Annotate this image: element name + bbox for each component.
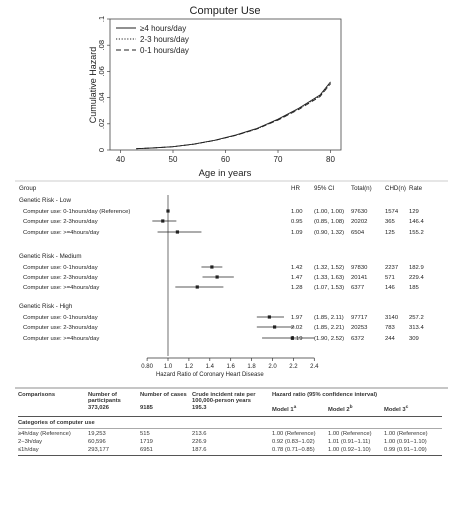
forest-x-tick-label: 0.80 <box>141 364 153 370</box>
table-cell-m2: 1.01 (0.91−1.11) <box>328 438 371 445</box>
forest-x-tick-label: 1.2 <box>184 364 194 370</box>
chd-value: 2237 <box>385 265 399 271</box>
table-row <box>18 439 442 445</box>
row-label: Computer use: 0-1hours/day (Reference) <box>23 209 131 215</box>
table-cell-label: 2−3h/day <box>18 438 43 445</box>
results-table <box>18 389 442 456</box>
forest-x-axis-label: Hazard Ratio of Coronary Heart Disease <box>155 372 264 378</box>
hr-point <box>268 315 271 318</box>
hr-point <box>161 219 164 222</box>
chd-value: 244 <box>385 336 395 342</box>
hr-value: 2.19 <box>291 336 303 342</box>
forest-x-tick-label: 2.4 <box>310 364 319 370</box>
table-cell-m2: 1.00 (0.92−1.10) <box>328 446 371 453</box>
group-label: Genetic Risk - High <box>19 303 73 310</box>
table-cell-rate: 213.6 <box>192 430 207 437</box>
col-participants: Number of participants <box>88 392 121 404</box>
hr-point <box>216 275 219 278</box>
hr-point <box>176 230 179 233</box>
forest-x-tick-label: 1.0 <box>163 364 173 370</box>
forest-x-tick-label: 1.8 <box>247 364 256 370</box>
total-value: 97717 <box>351 315 368 321</box>
row-label: Computer use: >=4hours/day <box>23 285 100 291</box>
total-participants: 373,026 <box>88 405 109 411</box>
series-line <box>136 83 330 149</box>
total-value: 97830 <box>351 265 368 271</box>
forest-column-header: CHD(n) <box>385 185 406 192</box>
hr-point <box>210 265 213 268</box>
model-3-header: Model 3$^c$ <box>384 405 409 413</box>
rate-value: 309 <box>409 336 419 342</box>
chd-value: 3140 <box>385 315 399 321</box>
rate-value: 229.4 <box>409 275 424 281</box>
table-cell-label: ≥4h/day (Reference) <box>18 430 71 437</box>
total-value: 6377 <box>351 285 365 291</box>
ci-value: (0.85, 1.08) <box>314 219 345 225</box>
table-cell-m1: 0.92 (0.83−1.02) <box>272 438 315 445</box>
total-rate: 195.3 <box>192 405 207 411</box>
hr-value: 2.02 <box>291 325 303 331</box>
col-comparisons: Comparisons <box>18 392 56 398</box>
y-tick-label: .06 <box>97 66 106 77</box>
table-cell-label: ≤1h/day <box>18 446 39 453</box>
table-cell-m1: 1.00 (Reference) <box>272 430 316 437</box>
forest-x-tick-label: 1.6 <box>226 364 235 370</box>
table-cell-m2: 1.00 (Reference) <box>328 430 372 437</box>
total-value: 6372 <box>351 336 365 342</box>
chart-title: Computer Use <box>189 5 261 17</box>
hr-point <box>166 209 169 212</box>
model-2-header: Model 2$^b$ <box>328 405 353 413</box>
y-tick-label: .04 <box>97 92 106 103</box>
forest-x-tick-label: 2.2 <box>289 364 298 370</box>
table-cell-m3: 0.99 (0.91−1.09) <box>384 446 427 453</box>
ci-value: (1.90, 2.52) <box>314 336 345 342</box>
hr-value: 1.00 <box>291 209 303 215</box>
legend-label: ≥4 hours/day <box>140 24 187 33</box>
forest-x-tick-label: 2.0 <box>268 364 277 370</box>
group-label: Genetic Risk - Medium <box>19 253 82 260</box>
legend-label: 0-1 hours/day <box>140 46 189 55</box>
row-label: Computer use: 0-1hours/day <box>23 315 98 321</box>
forest-column-header: Total(n) <box>351 185 372 192</box>
chd-value: 365 <box>385 219 395 225</box>
table-row <box>18 447 442 453</box>
total-value: 20141 <box>351 275 368 281</box>
total-cases: 9185 <box>140 405 153 411</box>
hr-value: 1.47 <box>291 275 303 281</box>
y-tick-label: .1 <box>97 15 106 23</box>
hr-value: 1.28 <box>291 285 303 291</box>
ci-value: (1.85, 2.21) <box>314 325 345 331</box>
row-label: Computer use: 2-3hours/day <box>23 219 98 225</box>
ci-value: (1.32, 1.52) <box>314 265 345 271</box>
x-tick-label: 80 <box>326 155 335 164</box>
ci-value: (1.33, 1.63) <box>314 275 345 281</box>
total-value: 6504 <box>351 230 365 236</box>
table-cell-cases: 515 <box>140 430 150 437</box>
x-tick-label: 50 <box>168 155 178 164</box>
series-line <box>136 84 330 149</box>
rate-value: 185 <box>409 285 419 291</box>
series-line <box>136 82 330 149</box>
table-cell-rate: 187.6 <box>192 446 207 453</box>
x-axis-label: Age in years <box>198 168 252 179</box>
table-cell-m3: 1.00 (0.91−1.10) <box>384 438 427 445</box>
rate-value: 257.2 <box>409 315 424 321</box>
rate-value: 146.4 <box>409 219 424 225</box>
totals-row <box>18 405 442 413</box>
row-label: Computer use: 2-3hours/day <box>23 275 98 281</box>
chd-value: 783 <box>385 325 395 331</box>
hr-value: 1.42 <box>291 265 303 271</box>
legend-label: 2-3 hours/day <box>140 35 189 44</box>
forest-column-header: HR <box>291 185 300 192</box>
forest-plot <box>15 181 448 378</box>
line-chart <box>88 5 341 179</box>
col-hr: Hazard ratio (95% confidence interval) <box>272 392 378 398</box>
ci-value: (1.07, 1.53) <box>314 285 345 291</box>
row-label: Computer use: 0-1hours/day <box>23 265 98 271</box>
table-cell-cases: 6951 <box>140 446 153 453</box>
y-tick-label: .02 <box>97 118 106 130</box>
rate-value: 313.4 <box>409 325 424 331</box>
row-label: Computer use: >=4hours/day <box>23 336 100 342</box>
table-cell-rate: 226.9 <box>192 438 207 445</box>
y-tick-label: 0 <box>97 147 106 153</box>
x-tick-label: 70 <box>273 155 283 164</box>
rate-value: 129 <box>409 209 419 215</box>
hr-point <box>196 285 199 288</box>
y-tick-label: .08 <box>97 39 106 51</box>
chd-value: 1574 <box>385 209 399 215</box>
table-cell-participants: 19,253 <box>88 430 106 437</box>
hr-value: 0.95 <box>291 219 303 225</box>
forest-x-tick-label: 1.4 <box>205 364 214 370</box>
row-label: Computer use: >=4hours/day <box>23 230 100 236</box>
x-tick-label: 40 <box>116 155 125 164</box>
hr-value: 1.09 <box>291 230 303 236</box>
x-tick-label: 60 <box>221 155 230 164</box>
table-cell-participants: 60,596 <box>88 438 106 445</box>
hr-value: 1.97 <box>291 315 303 321</box>
chd-value: 146 <box>385 285 395 291</box>
section-heading: Categories of computer use <box>18 419 95 426</box>
ci-value: (1.85, 2.11) <box>314 315 344 321</box>
ci-value: (0.90, 1.32) <box>314 230 345 236</box>
row-label: Computer use: 2-3hours/day <box>23 325 98 331</box>
total-value: 20253 <box>351 325 368 331</box>
ci-value: (1.00, 1.00) <box>314 209 345 215</box>
table-cell-cases: 1719 <box>140 438 153 445</box>
table-header-row <box>18 389 442 404</box>
table-cell-m1: 0.78 (0.71−0.85) <box>272 446 315 453</box>
chd-value: 571 <box>385 275 395 281</box>
rate-value: 155.2 <box>409 230 424 236</box>
group-label: Genetic Risk - Low <box>19 197 71 204</box>
hr-point <box>273 325 276 328</box>
total-value: 20202 <box>351 219 368 225</box>
table-cell-participants: 293,177 <box>88 446 109 453</box>
forest-column-header: 95% CI <box>314 185 335 192</box>
forest-column-header: Group <box>19 185 37 192</box>
model-1-header: Model 1$^a$ <box>272 405 297 413</box>
col-rate: Crude incident rate per 100,000-person years <box>192 392 256 404</box>
table-row <box>18 431 442 437</box>
rate-value: 182.9 <box>409 265 424 271</box>
table-cell-m3: 1.00 (Reference) <box>384 430 428 437</box>
forest-column-header: Rate <box>409 185 423 192</box>
y-axis-label: Cumulative Hazard <box>88 46 98 124</box>
chd-value: 125 <box>385 230 395 236</box>
col-cases: Number of cases <box>140 392 187 398</box>
total-value: 97630 <box>351 209 368 215</box>
